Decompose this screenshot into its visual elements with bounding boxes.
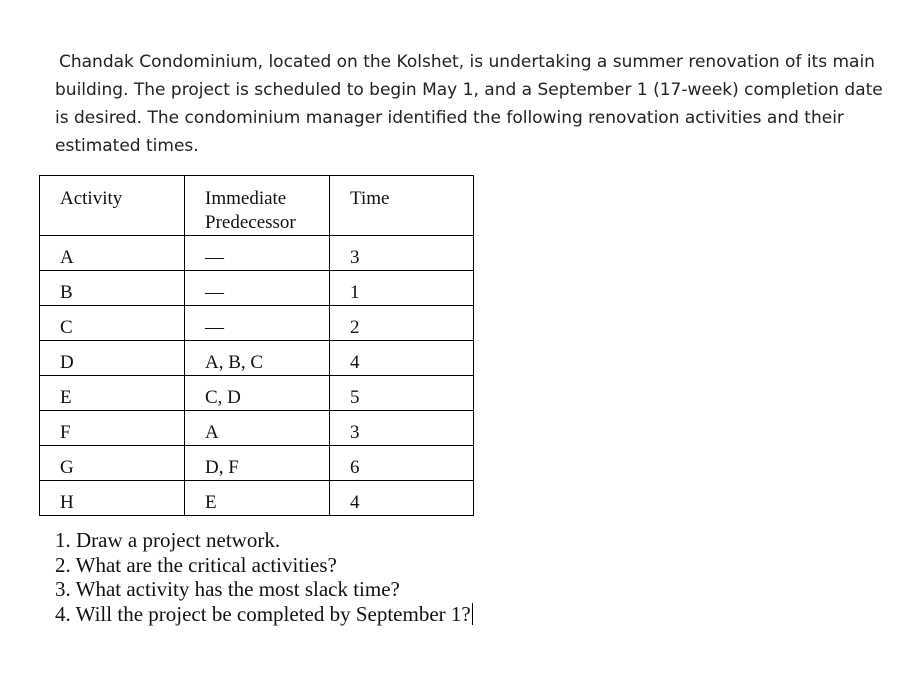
intro-line-4: estimated times. [55,136,199,156]
cell-predecessor: D, F [185,446,330,481]
cell-time: 2 [330,306,474,341]
cell-predecessor: — [185,306,330,341]
question-item: 1. Draw a project network. [55,528,281,552]
question-list [55,528,473,626]
cell-time: 3 [330,411,474,446]
intro-line-3: is desired. The condominium manager identified the following renovation activities and their [55,108,844,128]
question-text: 4. Will the project be completed by September 1? [55,601,471,626]
header-predecessor-line1: Immediate [205,188,287,209]
cell-activity: F [40,411,185,446]
question-item: 2. What are the critical activities? [55,552,337,577]
table-row [40,481,474,516]
cell-activity: B [40,271,185,306]
intro-line-2: building. The project is scheduled to begin May 1, and a September 1 (17-week) completion date [55,80,883,100]
cell-activity: A [40,236,185,271]
cell-activity: D [40,341,185,376]
table-header-row [40,176,474,236]
cell-time: 4 [330,341,474,376]
cell-predecessor: E [185,481,330,516]
table-row [40,271,474,306]
table-row [40,341,474,376]
cell-time: 5 [330,376,474,411]
header-time [330,176,474,236]
header-time-label: Time [350,188,390,209]
intro-paragraph [55,48,895,160]
header-predecessor [185,176,330,236]
header-predecessor-line2: Predecessor [205,212,296,233]
cell-time: 3 [330,236,474,271]
text-cursor [472,603,473,625]
cell-predecessor: — [185,271,330,306]
question-item-last[interactable] [55,602,473,627]
table-row [40,446,474,481]
table-row [40,236,474,271]
cell-activity: G [40,446,185,481]
cell-predecessor: A, B, C [185,341,330,376]
cell-predecessor: A [185,411,330,446]
cell-activity: C [40,306,185,341]
cell-predecessor: C, D [185,376,330,411]
cell-time: 1 [330,271,474,306]
header-activity [40,176,185,236]
table-row [40,411,474,446]
table-row [40,376,474,411]
cell-activity: E [40,376,185,411]
cell-predecessor: — [185,236,330,271]
intro-line-1: Chandak Condominium, located on the Kolshet, is undertaking a summer renovation of its main [59,52,875,72]
activity-table [39,175,474,516]
question-item: 3. What activity has the most slack time? [55,577,400,601]
header-activity-label: Activity [60,188,123,209]
cell-activity: H [40,481,185,516]
cell-time: 4 [330,481,474,516]
table-row [40,306,474,341]
cell-time: 6 [330,446,474,481]
